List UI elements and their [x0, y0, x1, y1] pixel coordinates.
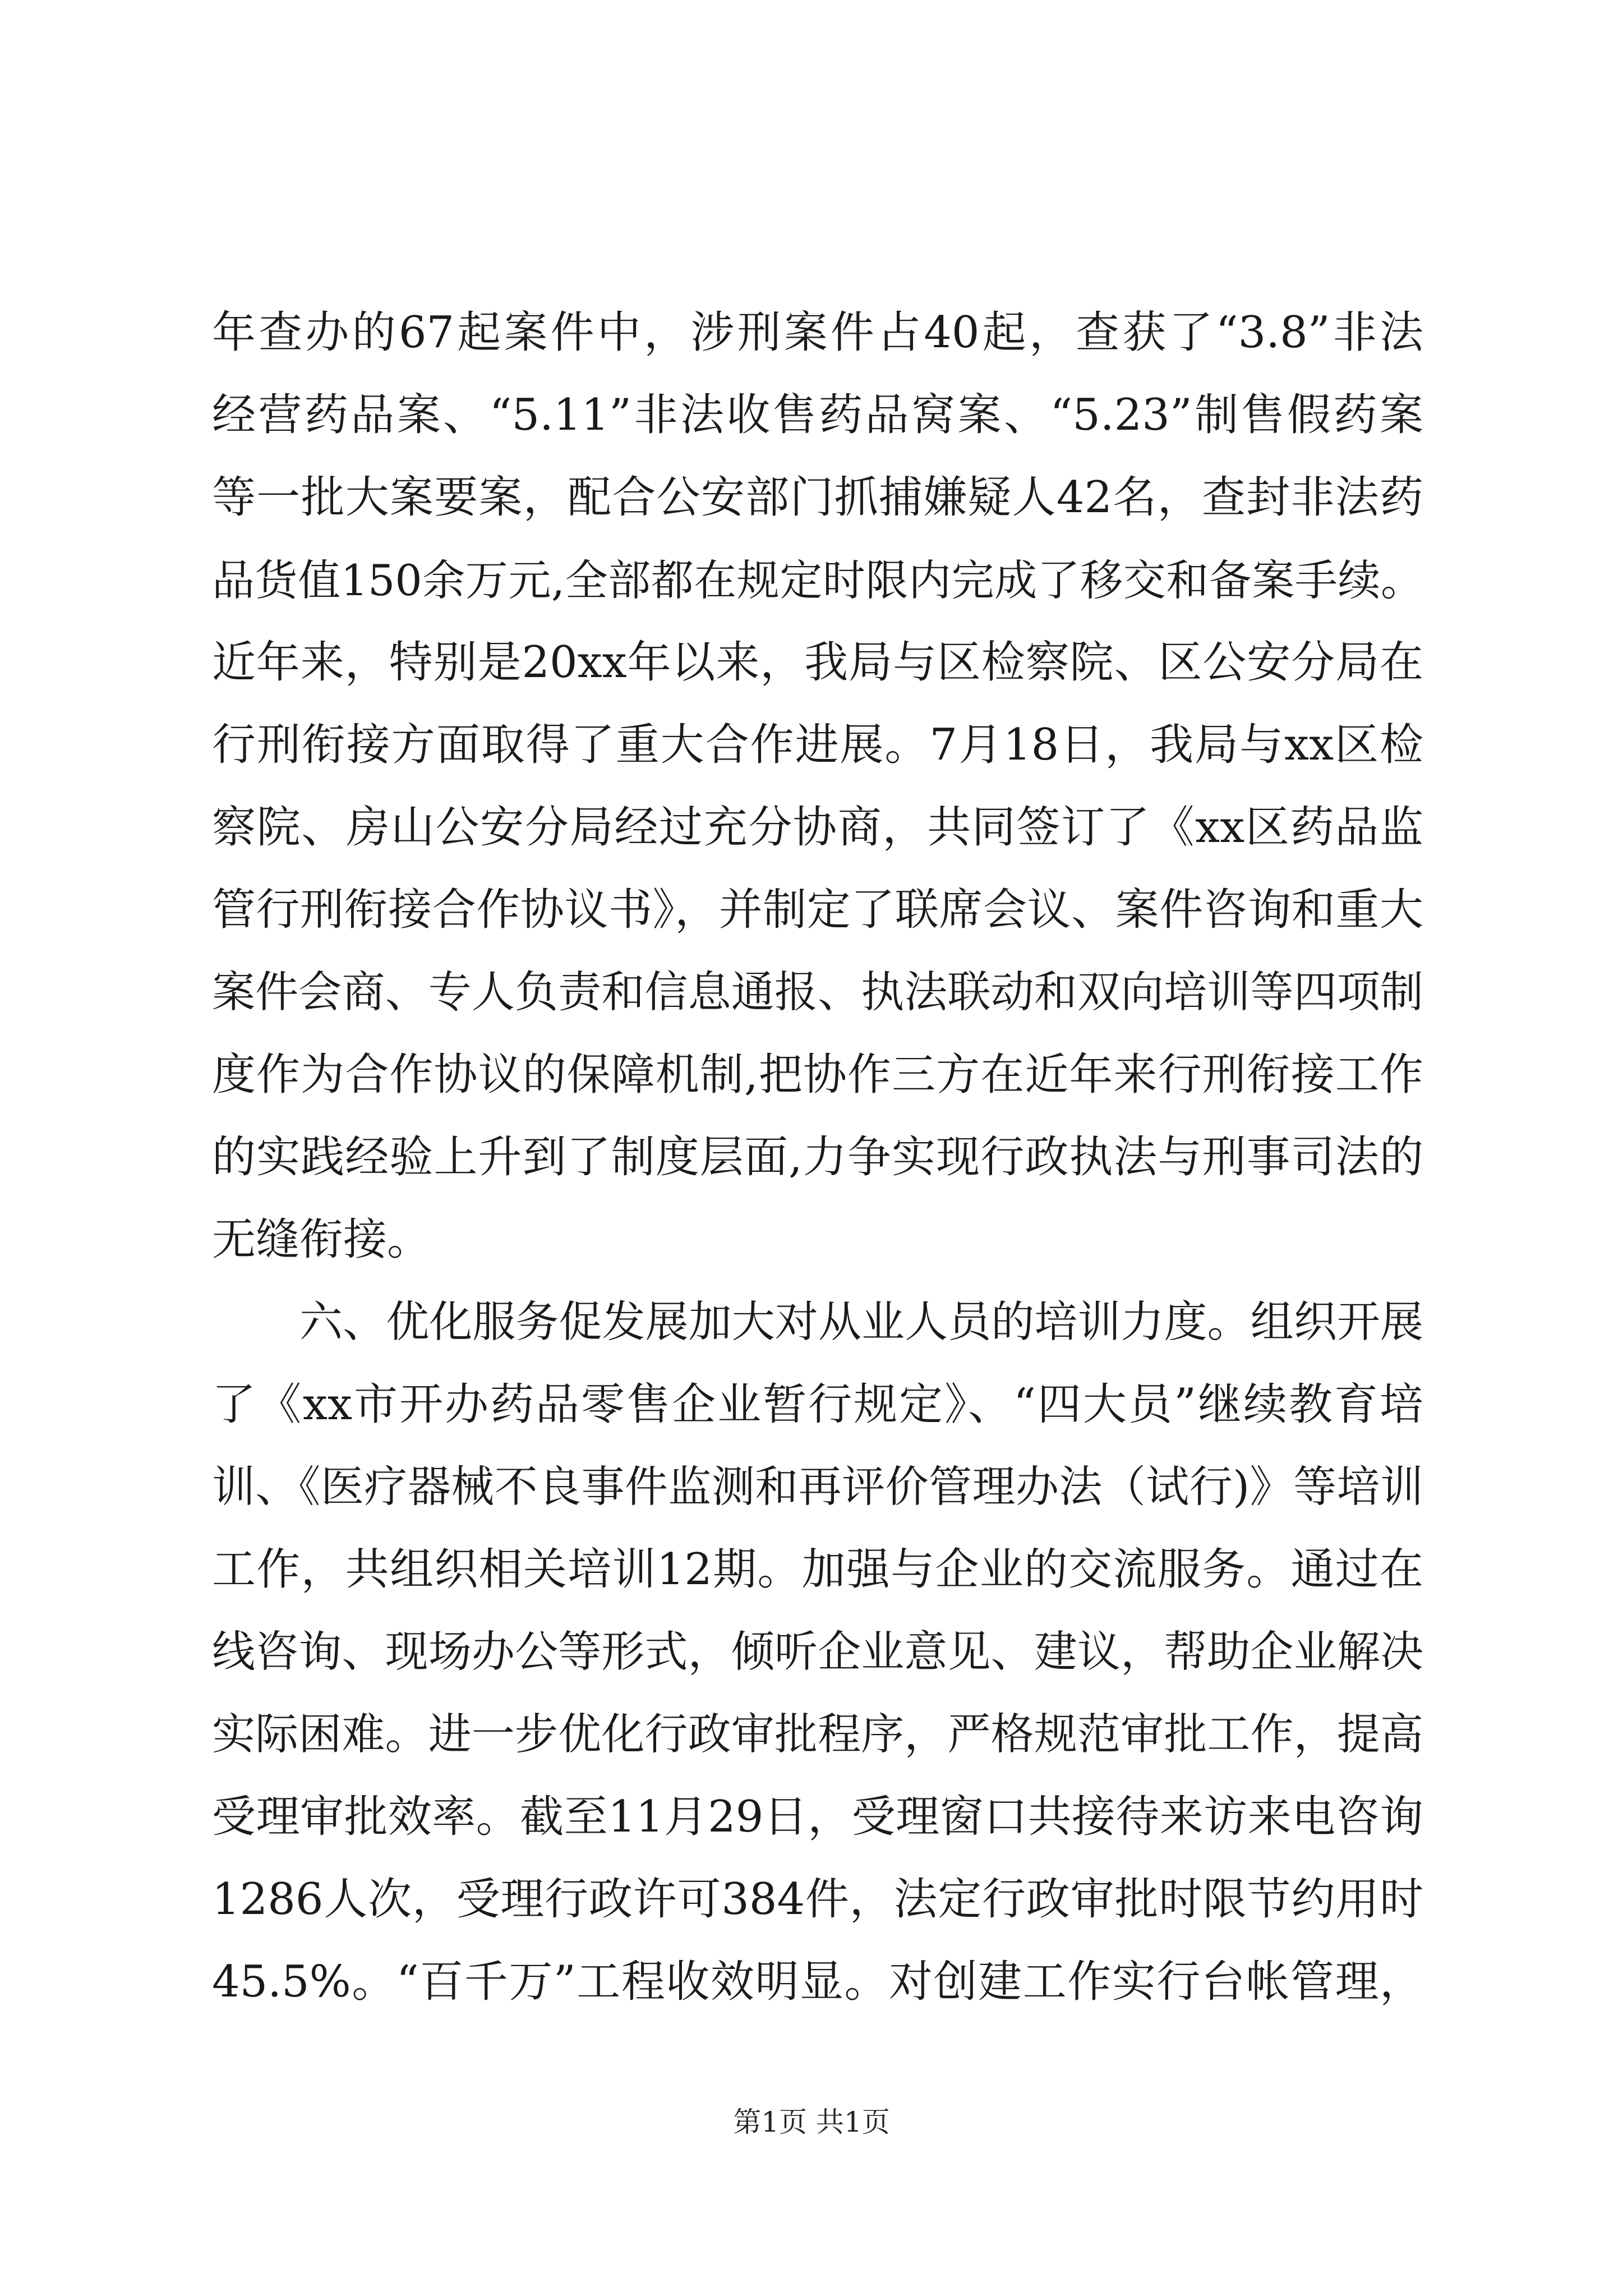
paragraph-line: 等一批大案要案，配合公安部门抓捕嫌疑人42名，查封非法药: [212, 472, 1423, 523]
page-number: 第1页 共1页: [733, 2106, 890, 2138]
paragraph-line: 品货值150余万元,全部都在规定时限内完成了移交和备案手续。: [212, 555, 1423, 605]
paragraph-line: 察院、房山公安分局经过充分协商，共同签订了《xx区药品监: [212, 802, 1423, 853]
paragraph-line: 近年来，特别是20xx年以来，我局与区检察院、区公安分局在: [212, 637, 1423, 688]
paragraph-line: 45.5%。“百千万”工程收效明显。对创建工作实行台帐管理，: [212, 1957, 1423, 2007]
paragraph-line: 实际困难。进一步优化行政审批程序，严格规范审批工作，提高: [212, 1710, 1423, 1760]
paragraph-line: 的实践经验上升到了制度层面,力争实现行政执法与刑事司法的: [212, 1132, 1423, 1182]
paragraph-line: 案件会商、专人负责和信息通报、执法联动和双向培训等四项制: [212, 968, 1423, 1018]
paragraph-line: 了《xx市开办药品零售企业暂行规定》、“四大员”继续教育培: [212, 1379, 1423, 1430]
paragraph-line: 1286人次，受理行政许可384件，法定行政审批时限节约用时: [212, 1874, 1423, 1925]
paragraph-line: 度作为合作协议的保障机制,把协作三方在近年来行刑衔接工作: [212, 1050, 1423, 1100]
paragraph-line: 年查办的67起案件中，涉刑案件占40起，查获了“3.8”非法: [212, 307, 1423, 358]
paragraph-line: 训、《医疗器械不良事件监测和再评价管理办法（试行)》等培训: [212, 1462, 1423, 1512]
paragraph-line: 管行刑衔接合作协议书》，并制定了联席会议、案件咨询和重大: [212, 885, 1423, 935]
paragraph-line: 工作，共组织相关培训12期。加强与企业的交流服务。通过在: [212, 1544, 1423, 1595]
paragraph-line: 经营药品案、“5.11”非法收售药品窝案、“5.23”制售假药案: [212, 390, 1423, 440]
paragraph-line: 无缝衔接。: [212, 1214, 431, 1265]
paragraph-line: 线咨询、现场办公等形式，倾听企业意见、建议，帮助企业解决: [212, 1627, 1423, 1677]
document-body: [212, 292, 1423, 2023]
paragraph-line: 受理审批效率。截至11月29日，受理窗口共接待来访来电咨询: [212, 1792, 1423, 1842]
paragraph-line: 行刑衔接方面取得了重大合作进展。7月18日，我局与xx区检: [212, 720, 1423, 770]
paragraph-line: 六、优化服务促发展加大对从业人员的培训力度。组织开展: [299, 1297, 1423, 1347]
page-footer: [0, 2102, 1623, 2142]
